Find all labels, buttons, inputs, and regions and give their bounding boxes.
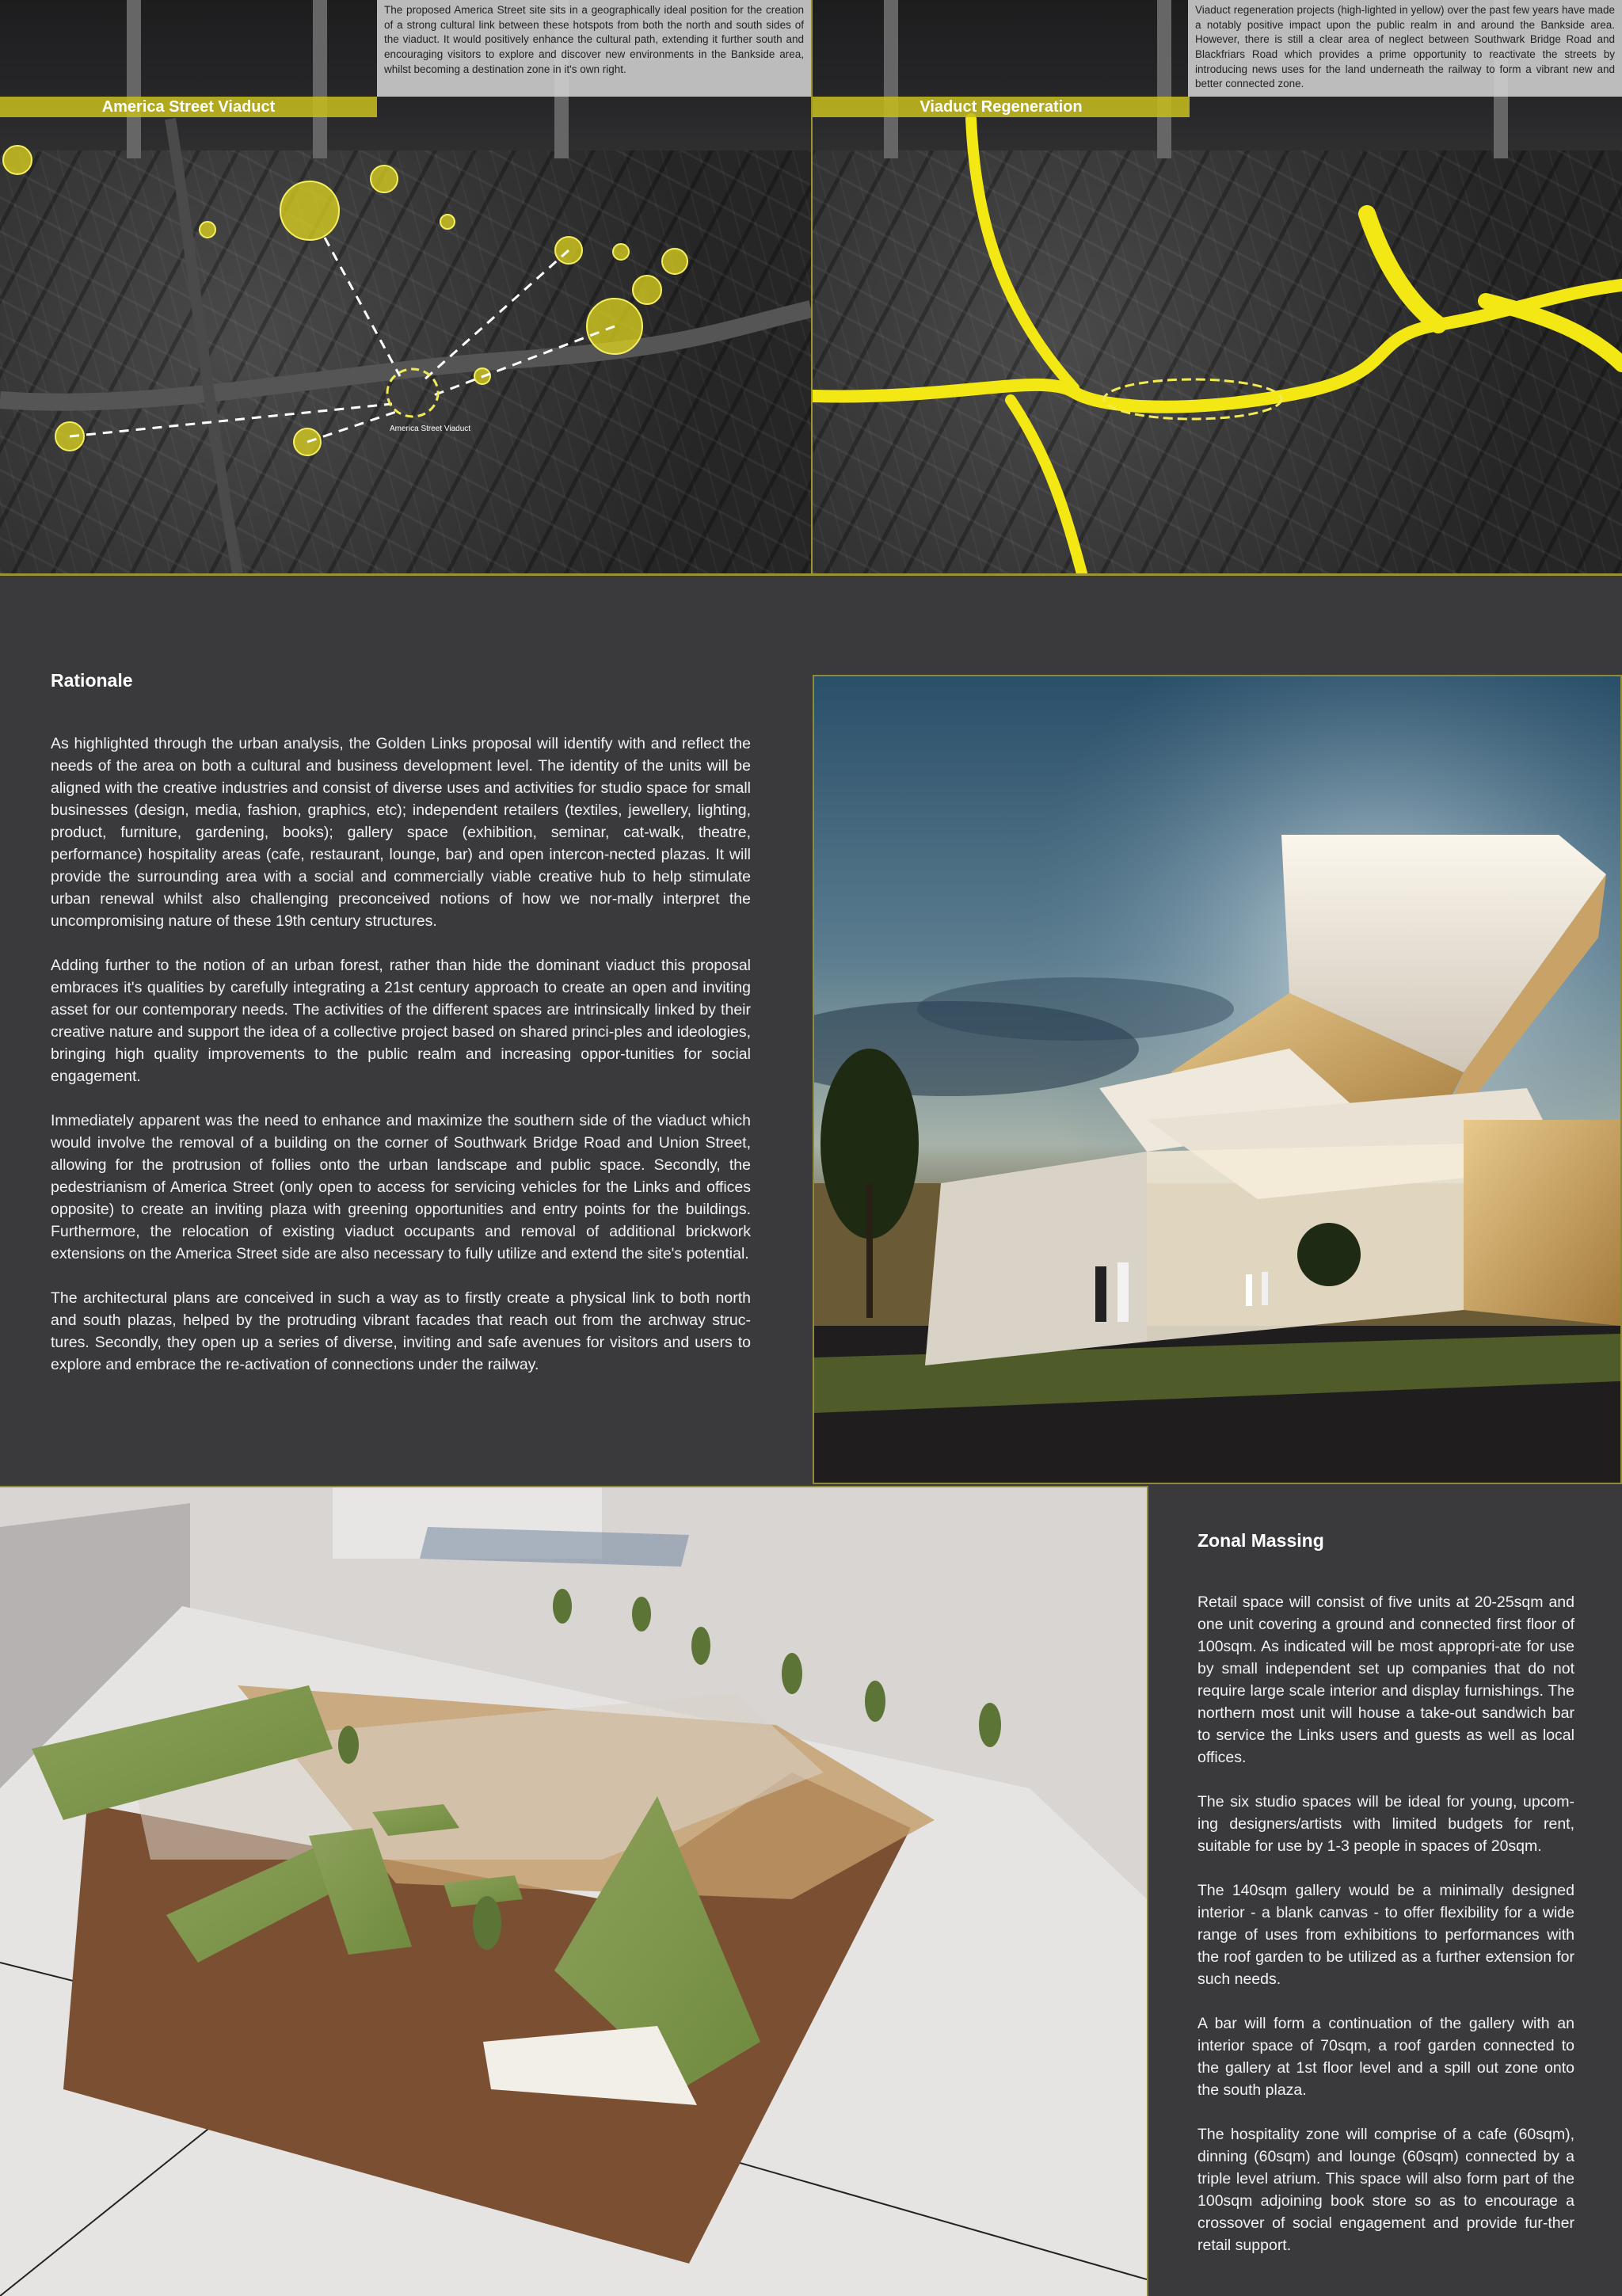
viaduct-highlight — [1367, 214, 1438, 325]
rationale-paragraph: Immediately apparent was the need to enhance and maximize the southern side of the viaduct which would involve the removal of a building on the corner of Southwark Bridge Road and Union Street, allowing for the protrusion of follies onto the urban landscape and public space. Secondly, the pedestrianism of America Street (only open to access for servicing vehicles for the Links and offices opposite) to create an inviting plaza with greening opportunities and entry points for the buildings. Furthermore, the relocation of existing viaduct occupants and removal of additional brickwork extensions on the America Street side are also necessary to fully utilize and extend the site's potential. — [51, 1112, 751, 1262]
hotspot — [200, 222, 215, 238]
map-viaduct-regeneration — [813, 0, 1622, 573]
hotspot — [3, 146, 32, 174]
viaduct-highlight — [1011, 400, 1082, 573]
viaduct-highlight — [1486, 301, 1622, 364]
zonal-massing-render — [0, 1486, 1148, 2296]
zonal-massing-section — [1197, 1530, 1574, 2279]
zonal-paragraph: A bar will form a continuation of the gallery with an interior space of 70sqm, a roof garden connected to the gallery at 1st floor level and a spill out zone onto the south plaza. — [1197, 2015, 1574, 2099]
tree — [473, 1896, 501, 1950]
tree — [691, 1627, 710, 1665]
tree — [338, 1726, 359, 1764]
hotspot — [280, 181, 339, 240]
tree — [865, 1681, 885, 1722]
rationale-paragraph: The architectural plans are conceived in such a way as to firstly create a physical link to both north and south plazas, helped by the protruding vibrant facades that reach out from the archway struc-tures. Secondly, they open up a series of diverse, inviting and safe avenues for visitors and users to explore and embrace the re-activation of connections under the railway. — [51, 1289, 751, 1373]
tree — [632, 1597, 651, 1632]
rationale-section — [51, 670, 751, 1398]
divider — [0, 573, 1622, 576]
map-label: America Street Viaduct — [0, 97, 377, 117]
zonal-paragraph: Retail space will consist of five units at 20-25sqm and one unit covering a ground and connected first floor of 100sqm. As indicated will be most appropri-ate for use by small independent set up companies that do not require large scale interior and display furnishings. The northern most unit will house a take-out sandwich bar to service the Links users and guests as well as local offices. — [1197, 1593, 1574, 1766]
tree — [979, 1703, 1001, 1747]
rationale-title: Rationale — [51, 670, 133, 691]
rationale-paragraph: Adding further to the notion of an urban forest, rather than hide the dominant viaduct this proposal embraces it's qualities by carefully integrating a 21st century approach to create an open and inviting asset for our contemporary needs. The activities of the different spaces are intrinsically linked by their creative nature and support the idea of a collective project based on shared princi-ples and ideologies, bringing high quality improvements to the public realm and increasing oppor-tunities for social engagement. — [51, 957, 751, 1085]
tree — [553, 1589, 572, 1624]
hotspot — [440, 215, 455, 229]
site-tag: America Street Viaduct — [390, 425, 471, 433]
map-america-street-viaduct — [0, 0, 811, 573]
rationale-paragraph: As highlighted through the urban analysis, the Golden Links proposal will identify with and reflect the needs of the area on both a cultural and business development level. The identity of the units will be aligned with the creative industries and consist of diverse uses and activities for studio space for small businesses (design, media, fashion, graphics, etc); independent retailers (textiles, jewellery, lighting, product, furniture, gardening, books); gallery space (exhibition, seminar, cat-walk, theatre, performance) hospitality areas (cafe, restaurant, lounge, bar) and open intercon-nected plazas. It will provide the surrounding area with a social and commercially viable creative hub to help stimulate urban renewal whilst also challenging preconceived notions of how we nor-mally interpret the uncompromising nature of these 19th century structures. — [51, 735, 751, 930]
map-description: The proposed America Street site sits in a geographically ideal position for the creation of a strong cultural link between these hotspots from both the north and south sides of the viaduct. It would positively enhance the cultural path, extending it further south and encouraging visitors to explore and discover new environments in the Bankside area, whilst becoming a destination zone in it's own right. — [377, 0, 811, 97]
tree — [782, 1653, 802, 1694]
hotspot — [371, 166, 398, 192]
zonal-paragraph: The hospitality zone will comprise of a cafe (60sqm), dinning (60sqm) and lounge (60sqm) connected by a triple level atrium. This space will also form part of the 100sqm adjoining book store so as to encourage a crossover of social engagement and provide fur-ther retail support. — [1197, 2126, 1574, 2254]
viaduct-highlight — [971, 119, 1074, 388]
map-label: Viaduct Regeneration — [813, 97, 1190, 117]
divider — [811, 0, 813, 573]
hotspot — [633, 276, 661, 304]
building-render — [813, 675, 1622, 1484]
massing-illustration — [0, 1487, 1147, 2296]
hotspot — [662, 249, 687, 274]
render-illustration — [814, 676, 1620, 1483]
hotspot — [613, 244, 629, 260]
map-description: Viaduct regeneration projects (high-lighted in yellow) over the past few years have made a notably positive impact upon the public realm in and around the Bankside area. However, there is still a clear area of neglect between Southwark Bridge Road and Blackfriars Road which provides a prime opportunity to reactivate the streets by introducing news uses for the land underneath the railway to form a vibrant new and better connected zone. — [1188, 0, 1622, 97]
zonal-paragraph: The 140sqm gallery would be a minimally designed interior - a blank canvas - to offer flexibility for a wide range of uses from exhibitions to performances with the roof garden to be utilized as a further extension for such needs. — [1197, 1882, 1574, 1988]
zonal-paragraph: The six studio spaces will be ideal for young, upcom-ing designers/artists with limited budgets for rent, suitable for use by 1-3 people in spaces of 20sqm. — [1197, 1793, 1574, 1855]
zonal-massing-title: Zonal Massing — [1197, 1530, 1324, 1551]
